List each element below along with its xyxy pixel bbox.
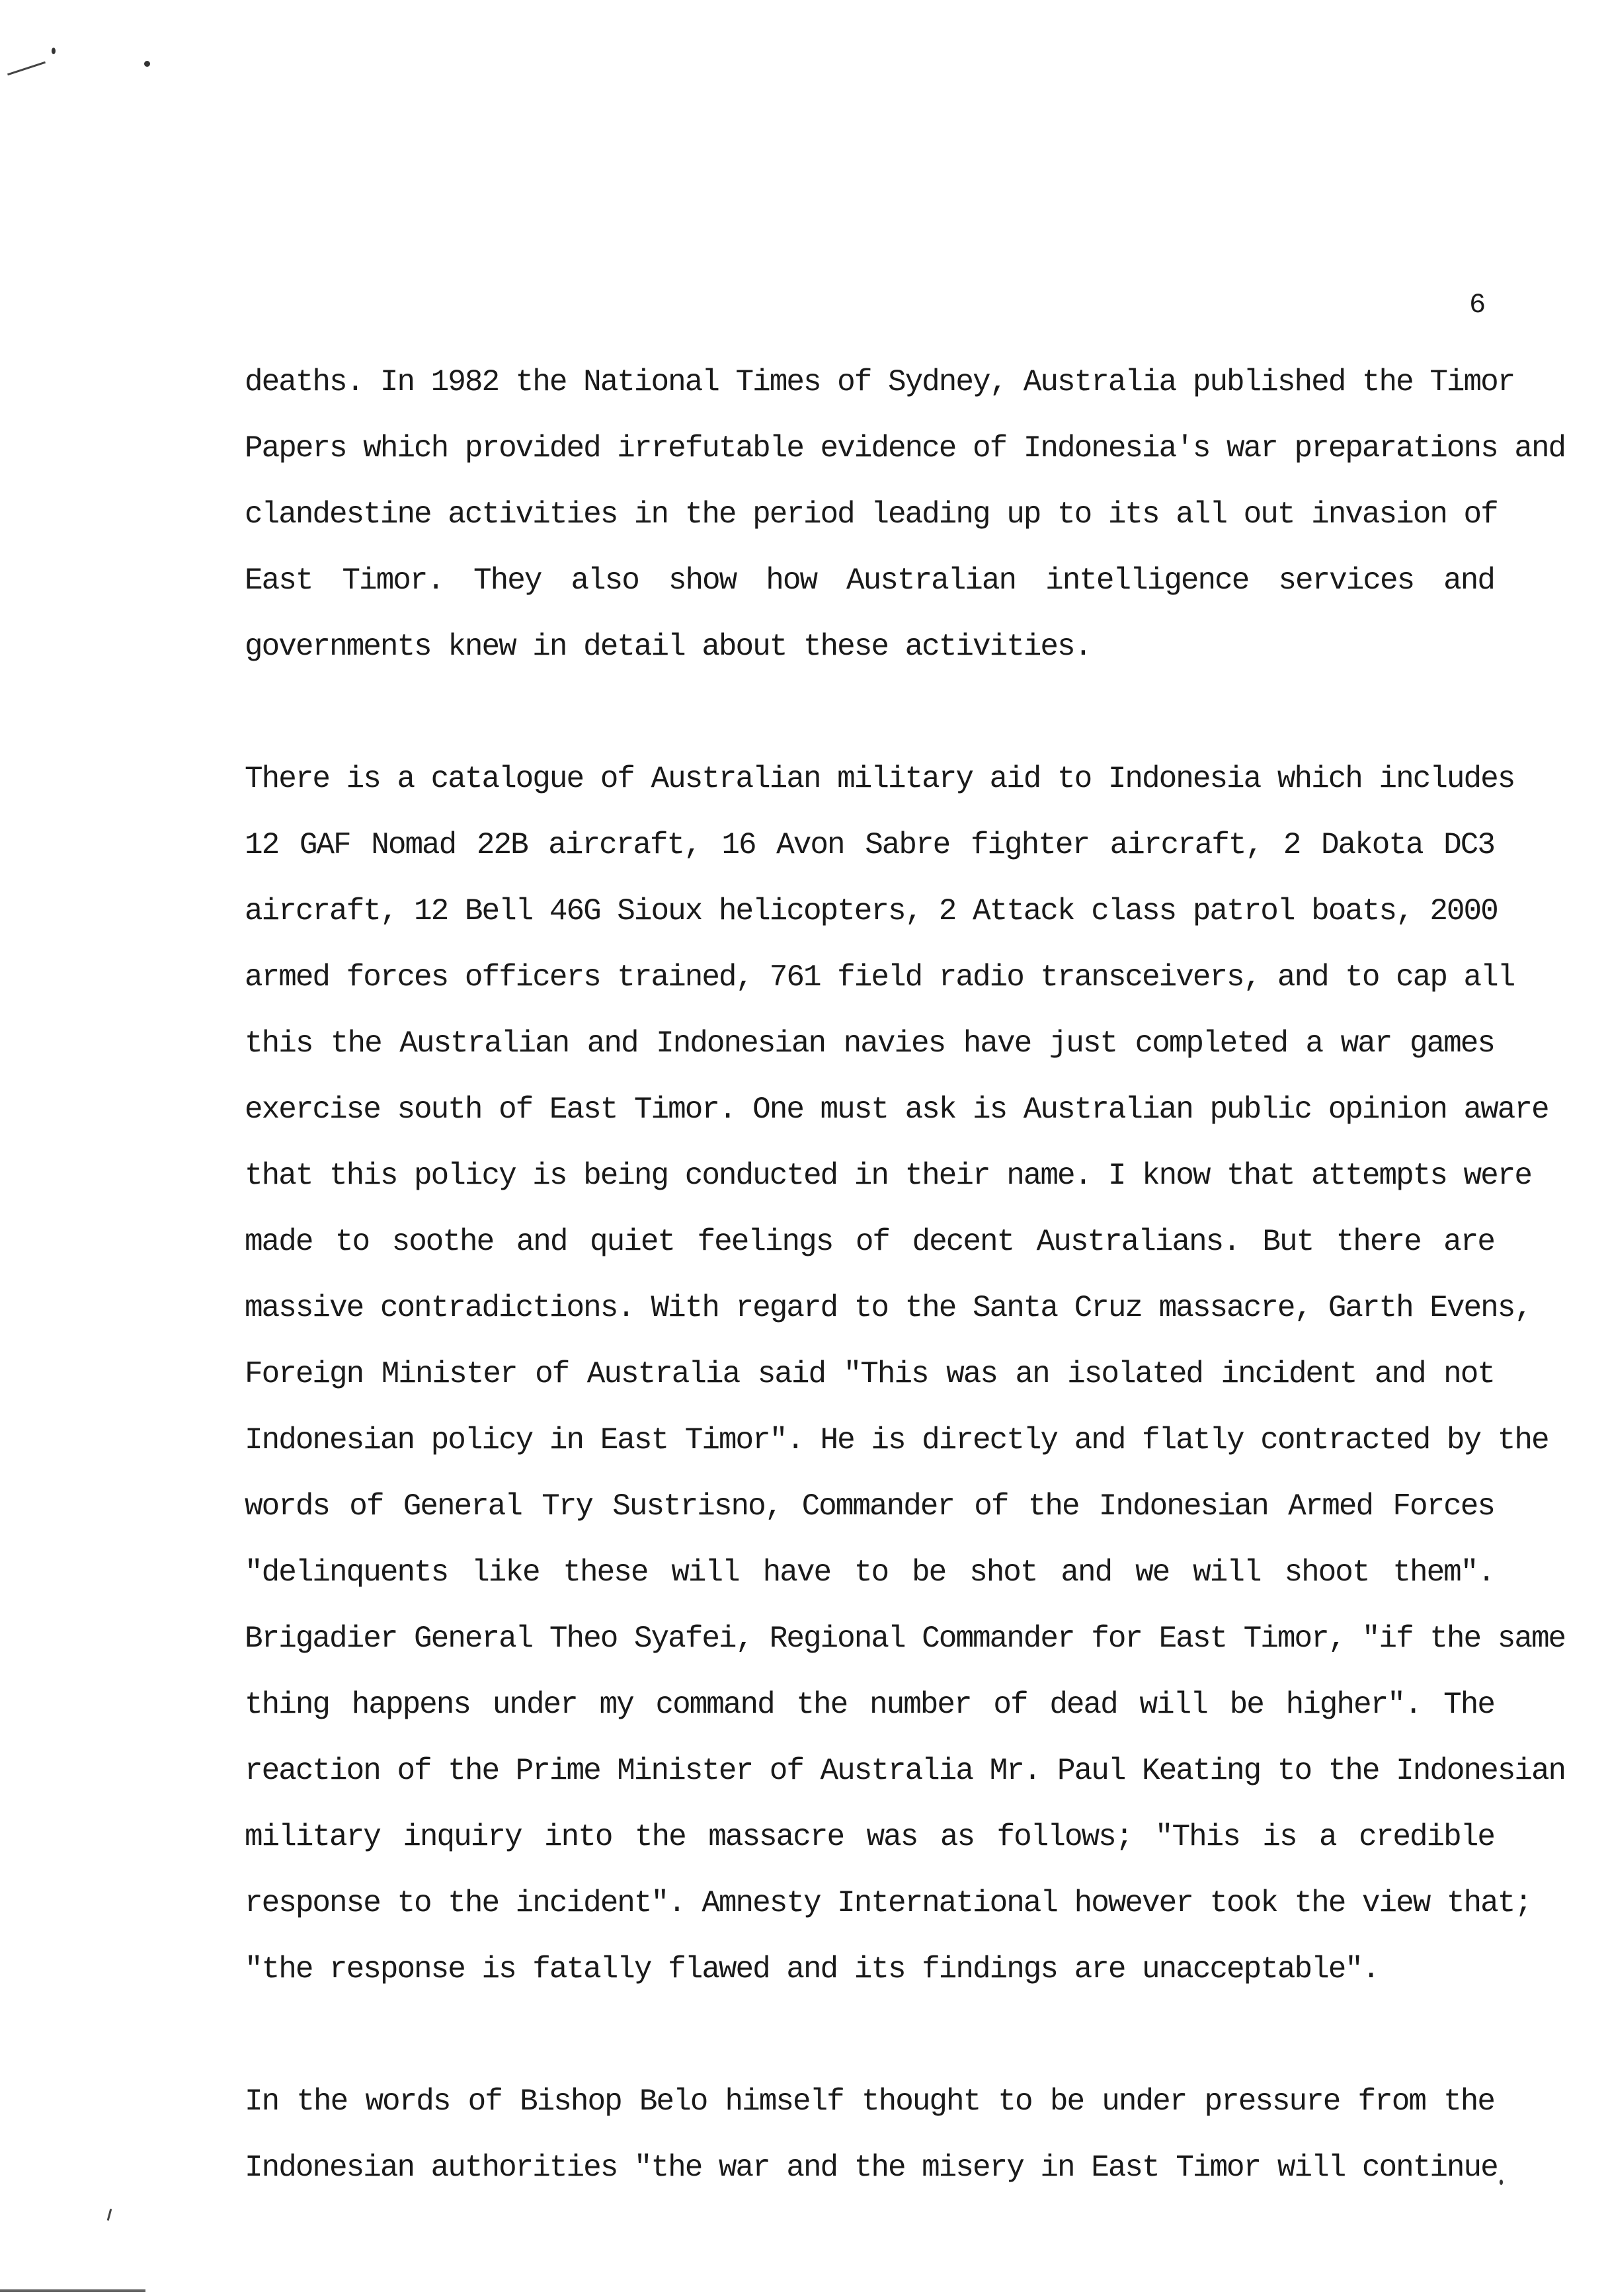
text-line: East Timor. They also show how Australian intelligence services and <box>245 563 1494 598</box>
text-line: There is a catalogue of Australian military aid to Indonesia which includes <box>245 762 1515 796</box>
text-line: Papers which provided irrefutable evidence of Indonesia's war preparations and <box>245 431 1566 466</box>
text-line: Foreign Minister of Australia said "This was an isolated incident and not <box>245 1357 1494 1391</box>
text-line: "delinquents like these will have to be shot and we will shoot them". <box>245 1555 1494 1590</box>
text-line: Indonesian authorities "the war and the misery in East Timor will continue <box>245 2151 1498 2185</box>
text-line: Brigadier General Theo Syafei, Regional Commander for East Timor, "if the same <box>245 1621 1566 1656</box>
text-line: thing happens under my command the number of dead will be higher". The <box>245 1688 1494 1722</box>
body-text <box>245 349 1566 2201</box>
page-number: 6 <box>1469 289 1486 321</box>
text-line: aircraft, 12 Bell 46G Sioux helicopters, 2 Attack class patrol boats, 2000 <box>245 894 1498 928</box>
text-line: military inquiry into the massacre was as follows; "This is a credible <box>245 1820 1494 1854</box>
paragraph-1 <box>245 349 1566 680</box>
paragraph-2 <box>245 746 1566 2002</box>
text-line: response to the incident". Amnesty International however took the view that; <box>245 1886 1531 1920</box>
text-line: In the words of Bishop Belo himself thought to be under pressure from the <box>245 2084 1494 2119</box>
text-line: "the response is fatally flawed and its findings are unacceptable". <box>245 1952 1379 1987</box>
text-line: that this policy is being conducted in their name. I know that attempts were <box>245 1159 1531 1193</box>
scan-mark-top-left <box>7 62 46 75</box>
scan-speck <box>52 48 56 54</box>
scan-speck <box>144 61 150 67</box>
text-line: exercise south of East Timor. One must ask is Australian public opinion aware <box>245 1092 1548 1127</box>
text-line: made to soothe and quiet feelings of decent Australians. But there are <box>245 1225 1494 1259</box>
text-line: reaction of the Prime Minister of Australia Mr. Paul Keating to the Indonesian <box>245 1754 1566 1788</box>
text-line: 12 GAF Nomad 22B aircraft, 16 Avon Sabre fighter aircraft, 2 Dakota DC3 <box>245 828 1494 862</box>
paragraph-3 <box>245 2069 1498 2201</box>
text-line: governments knew in detail about these activities. <box>245 630 1092 664</box>
text-line: words of General Try Sustrisno, Commander of the Indonesian Armed Forces <box>245 1489 1494 1524</box>
scan-mark-bottom-edge <box>0 2289 145 2292</box>
scan-speck <box>1500 2180 1503 2185</box>
text-line: this the Australian and Indonesian navies have just completed a war games <box>245 1026 1494 1061</box>
text-line: Indonesian policy in East Timor". He is directly and flatly contracted by the <box>245 1423 1548 1457</box>
scan-mark-bottom-left <box>107 2209 112 2221</box>
text-line: massive contradictions. With regard to the Santa Cruz massacre, Garth Evens, <box>245 1291 1531 1325</box>
text-line: armed forces officers trained, 761 field radio transceivers, and to cap all <box>245 960 1515 995</box>
text-line: clandestine activities in the period leading up to its all out invasion of <box>245 497 1498 532</box>
text-line: deaths. In 1982 the National Times of Sydney, Australia published the Timor <box>245 365 1515 399</box>
